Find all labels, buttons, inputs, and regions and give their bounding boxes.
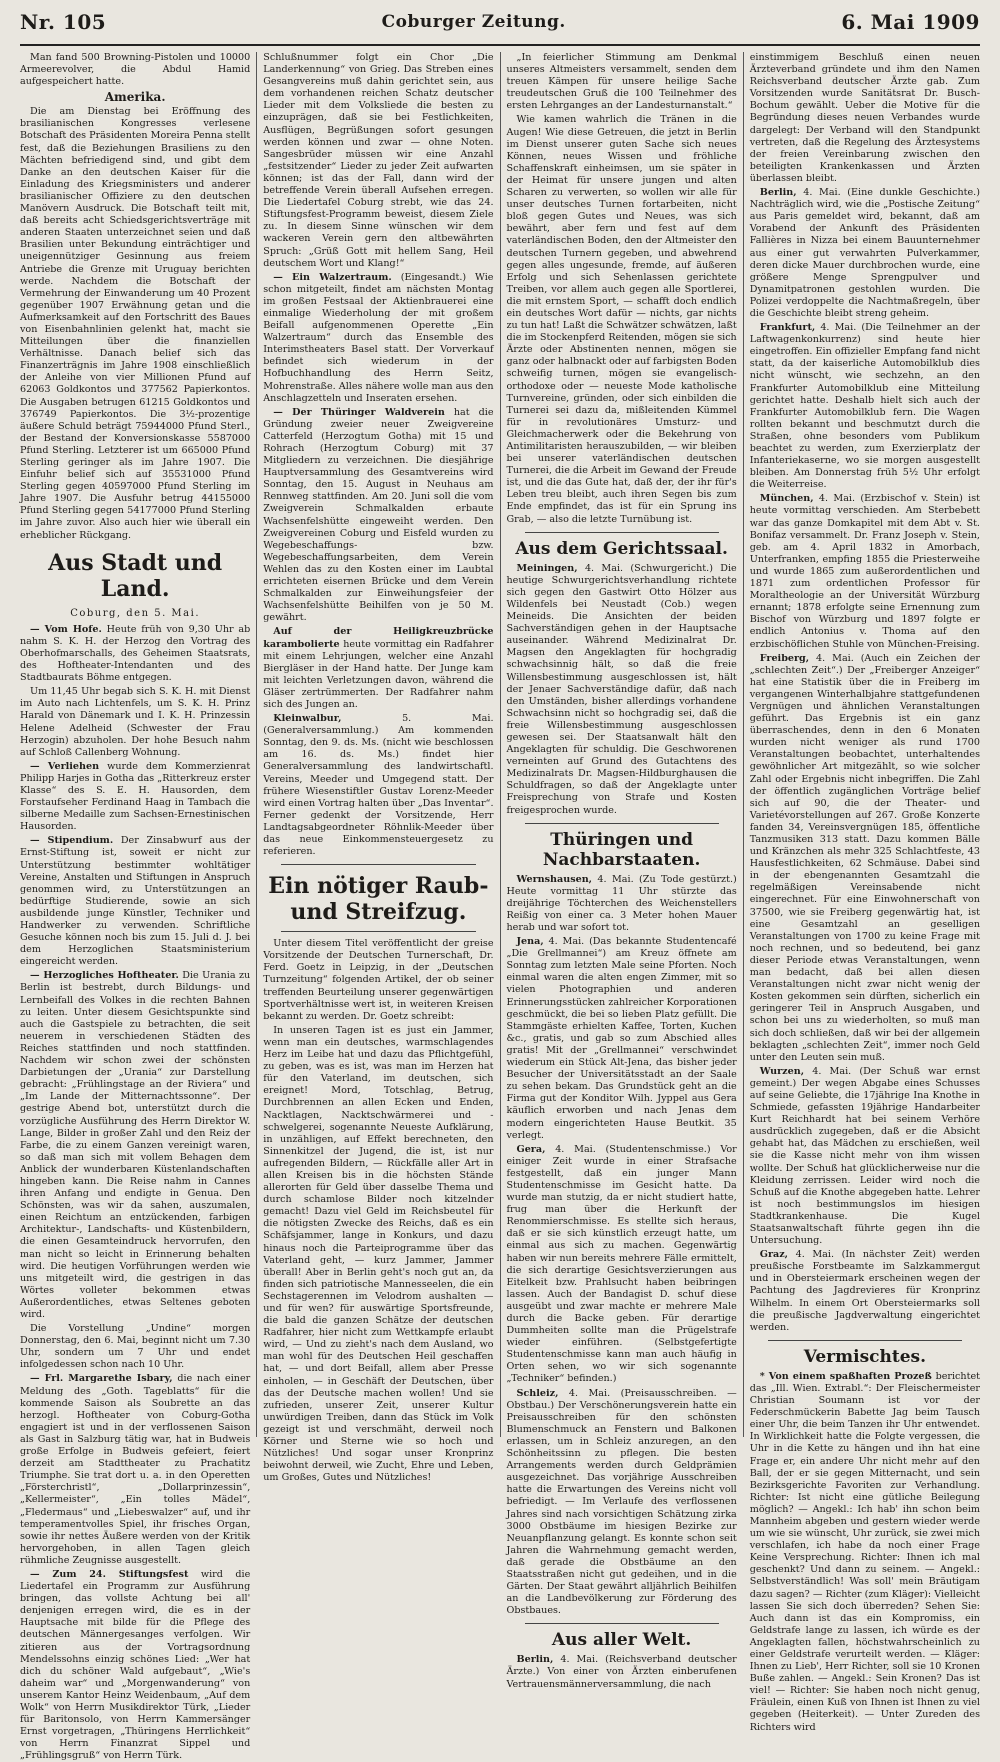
newspaper-title: Coburger Zeitung.: [381, 12, 566, 32]
item-heading: Frankfurt,: [759, 322, 816, 334]
paragraph: Um 11,45 Uhr begab sich S. K. H. mit Dienst im Auto nach Lichtenfels, um S. K. H. Prinz Harald von Dänemark und I. K. H. Prinzessin Helene Adelheid (Schwester der Frau Herzogin) abzuholen. Der hohe Besuch nahm auf Schloß Callenberg Wohnung.: [20, 686, 251, 758]
item-text: wird die Liedertafel ein Programm zur Ausführung bringen, das vollste Achtung bei all' denjenigen erregen wird, die es in der Hauptsache mit bilde für die Pflege des deutschen Männergesanges verfolgen. Wir zitieren aus der Vortragsordnung Mendelssohns einzig schönes Lied: „Wer hat dich du schöner Wald aufgebaut“, „Wie's daheim war“ und „Morgenwanderung“ von unserem Kantor Heinz Weidenbaum, „Auf dem Wolk“ von Herrn Musikdirektor Türk, „Lieder für Baritonsolo, von Herrn Kammersänger Ernst vorgetragen, „Thüringens Herrlichkeit“ von Herrn Finanzrat Sippel und „Frühlingsgruß“ von Herrn Türk.: [20, 1568, 251, 1762]
item-heading: — Herzogliches Hoftheater.: [30, 970, 179, 982]
section-heading-stadt-und-land: Aus Stadt und Land.: [48, 549, 223, 602]
paragraph: Man fand 500 Browning-Pistolen und 10000 Armeerevolver, die Abdul Hamid aufgespeichert hatte.: [20, 52, 251, 88]
item-heading: — Stipendium.: [30, 835, 114, 847]
item-text: 4. Mai. (Zu Tode gestürzt.) Heute vormittag 11 Uhr stürzte das dreijährige Töchterchen des Weichenstellers Reißig von einer ca. 3 Meter hohen Mauer herab und war sofort tot.: [506, 873, 737, 933]
column-1: [14, 52, 257, 1762]
columns: [14, 52, 986, 1762]
item-heading: Berlin,: [759, 187, 797, 199]
item-heading: Wernshausen,: [516, 873, 593, 885]
dateline: Coburg, den 5. Mai.: [70, 607, 201, 619]
item-heading: Graz,: [759, 1249, 789, 1261]
issue-date: 6. Mai 1909: [841, 10, 980, 34]
page-header: [20, 0, 980, 46]
item-text: Heute früh von 9,30 Uhr ab nahm S. K. H. der Herzog den Vortrag des Oberhofmarschalls, des Geheimen Staatsrats, des Hoftheater-Intendanten und des Stadtbaurats Böhme entgegen.: [20, 623, 251, 684]
item-heading: Freiberg,: [759, 652, 810, 664]
item-text: 4. Mai. (Studentenschmisse.) Vor einiger Zeit wurde in einer Strafsache festgestellt, daß ein junger Mann Studentenschmisse im Gesicht hatte. Da wurde man stutzig, da er nicht studiert hatte, frug man über die Herkunft der Renommierschmisse. Es stellte sich heraus, daß er sie sich künstlich erzeugt hatte, um einmal aus sich zu machen. Gegenwärtig haben wir nun bereits mehrere Fälle ermittelt, die sich derartige Gesichtsverzierungen aus Eitelkeit bzw. Prahlsucht haben beibringen lassen. Auch der Bandagist D. schuf diese ausgeübt und zwar machte er mehrere Male durch die Backe geben. Für derartige Dummheiten sollte man die Prügelstrafe wieder einführen. (Selbstgefertigte Studentenschmisse kann man auch häufig in Orten sehen, wo wir sich sogenannte „Techniker“ befinden.): [506, 1143, 737, 1385]
divider: [281, 931, 475, 932]
item-heading: — Vom Hofe.: [30, 623, 102, 635]
item-text: die nach einer Meldung des „Goth. Tageblatts“ für die kommende Saison als Soubrette an das herzogl. Hoftheater von Coburg-Gotha engagiert ist und in der verflossenen Saison als Gast in Salzburg tätig war, hat in Budweis große Erfolge in Budweis gefeiert, feiert derzeit am Stadttheater zu Prachatitz Triumphe. Sie trat dort u. a. in den Operetten „Försterchristl“, „Dollarprinzessin“, „Kellermeister“, „Ein tolles Mädel“, „Fledermaus“ und „Liebeswalzer“ auf, und ihr temperamentvolles Spiel, ihr frisches Organ, sowie ihr nettes Äußere werden von der Kritik hervorgehoben, in allen Tagen gleich rühmliche Zeugnisse ausgestellt.: [20, 1373, 251, 1566]
item-text: wurde dem Kommerzienrat Philipp Harjes in Gotha das „Ritterkreuz erster Klasse“ des S. E. H. Hausorden, dem Forstaufseher Ferdinand Haag in Tambach die silberne Medaille zum Sachsen-Ernestinischen Hausorden.: [20, 760, 251, 833]
item-heading: — Ein Walzertraum.: [273, 271, 392, 283]
item-text: Der Zinsabwurf aus der Ernst-Stiftung ist, soweit er nicht zur Unterstützung bestimmter wohltätiger Vereine, Anstalten und Stiftungen in Anspruch genommen wird, zu Unterstützungen an bedürftige Studierende, sowie an sich ausbildende junge Künstler, Techniker und Handwerker zu verwenden. Schriftliche Gesuche können noch bis zum 15. Juli d. J. bei dem Herzoglichen Staatsministerium eingereicht werden.: [20, 835, 251, 968]
item-heading: Jena,: [516, 936, 544, 948]
column-4: [744, 52, 986, 1733]
item-text: 4. Mai. (Auch ein Zeichen der „schlechten Zeit“.) Der „Freiberger Anzeiger“ hat eine Statistik über die in Freiberg im vergangenen Winterhalbjahre stattgefundenen Vergnügen und ähnlichen Veranstaltungen geführt. Das Ergebnis ist ein ganz überraschendes, denn in den 6 Monaten wurden nicht weniger als rund 1700 Veranstaltungen beobachtet, unterhaltendes gewöhnlicher Art mitgezählt, so wie solcher Zahl oder Ergebnis nicht inbegriffen. Die Zahl der öffentlich zugänglichen Vorträge belief sich auf 90, die der Theater- und Varietévorstellungen auf 267. Große Konzerte fanden 34, Vereinsvergnügen 185, öffentliche Tanzmusiken 313 statt. Dazu kommen Bälle und Kränzchen als mehr 325 Schlachtfeste, 43 Hausfestlichkeiten, 62 Schmäuse. Dabei sind in der ebengenannten Gesamtzahl die regelmäßigen Vereinsabende nicht eingerechnet. Für eine Einwohnerschaft von 37500, wie sie Freiberg gegenwärtig hat, ist eine Gesamtzahl an geselligen Veranstaltungen von 1700 zu keine Frage mit noch rechnen, und so bedeutend, bei ganz dieser Periode etwas Veranstaltungen, wenn man bedacht, daß bei allen diesen Veranstaltungen nicht zwar nicht wenig der Kosten gekommen sein dürften, sicherlich ein geringerer Teil in Anspruch Ausgaben, und schon bei uns zu wiederholten, so muß man sich doch schließen, daß wir bei der allgemein beklagten „schlechten Zeit“, immer noch Geld unter den Leuten sein muß.: [749, 652, 980, 1063]
item-heading: * Von einem spaßhaften Prozeß: [759, 1370, 932, 1382]
item-text: hat die Gründung zweier neuer Zweigvereine Catterfeld (Herzogtum Gotha) mit 15 und Rohrach (Herzogtum Coburg) mit 37 Mitgliedern zu verzeichnen. Die diesjährige Hauptversammlung des Gesamtvereins wird Sonntag, den 15. August in Neuhaus am Rennweg stattfinden. Am 20. Juni soll die vom Zweigverein Schmalkalden erbaute Wachsenfelshütte eingeweiht werden. Den Zweigvereinen Coburg und Eisfeld wurden zu Wegebeschaffungs- bzw. Wegebeschaffungsarbeiten, dem Verein Wehlen das zu den Kosten einer im Laubtal errichteten eisernen Brücke und dem Verein Schmalkalden zur Einweihungsfeier der Wachsenfelshütte Beihilfen von je 50 M. gewährt.: [263, 406, 494, 624]
item-text: 4. Mai. (Der Schuß war ernst gemeint.) Der wegen Abgabe eines Schusses auf seine Geliebte, die 17jährige Ina Knothe in Schmiede, gefassten 19jährige Handarbeiter Kurt Reichhardt hat bei seinem Verhöre ausdrücklich zugegeben, daß er die Absicht gehabt hat, das Mädchen zu erschießen, weil sie die Kasse nicht mehr von ihm wissen wollte. Der Schuß hat glücklicherweise nur die Kleidung zerrissen. Leider wird noch die Schuß auf die Knothe abgegeben hatte. Lehrer ist noch bestimmungslos im hiesigen Stadtkrankenhause. Die Kugel Staatsanwaltschaft führte gegen ihn die Untersuchung.: [749, 1065, 980, 1247]
item-text: 4. Mai. (In nächster Zeit) werden preußische Forstbeamte im Salzkammergut und in Obersteiermark erscheinen wegen der Pachtung des Jagdrevieres für Kronprinz Wilhelm. In einem Ort Obersteiermarks soll die preußische Jagdverwaltung eingerichtet werden.: [749, 1249, 981, 1333]
issue-number: Nr. 105: [20, 10, 107, 34]
column-3: [501, 52, 744, 1690]
paragraph: einstimmigem Beschluß einen neuen Ärzteverband gründete und ihm den Namen Reichsverband deutscher Ärzte gab. Zum Vorsitzenden wurde Sanitätsrat Dr. Busch-Bochum gewählt. Ueber die Motive für die Begründung dieses neuen Verbandes wurde dargelegt: Der Verband will den Standpunkt vertreten, daß die Regelung des Ärztesystems der freien Vereinbarung zwischen den beteiligten Krankenkassen und Ärzten überlassen bleibt.: [749, 52, 980, 184]
item-text: 4. Mai. (Das bekannte Studentencafé „Die Grellmannei“) am Kreuz öffnete am Sonntag zum letzten Male seine Pforten. Noch einmal waren die alten engen Zimmer, mit so vielen Photographien und anderen Erinnerungsstücken zahlreicher Korporationen geschmückt, die bei so lieben Platz gefüllt. Die Stammgäste erhielten Kaffee, Torten, Kuchen &c., gratis, und gab so zum Abschied alles gratis! Mit der „Grellmannei“ verschwindet wiederum ein Stück Alt-Jena, das bisher jeder Besucher der Universitätsstadt an der Saale zu sehen bekam. Das Grundstück geht an die Firma gut der Konditor Wilh. Jyppel aus Gera käuflich erworben und nach Jenas dem modern eingerichteten Hause Beutkit. 35 verlegt.: [506, 936, 737, 1141]
item-heading: — Frl. Margarethe Isbary,: [30, 1373, 173, 1385]
item-text: 4. Mai. (Reichsverband deutscher Ärzte.) Von einer von Ärzten einberufenen Vertrauensmännerversammlung, die nach: [506, 1654, 737, 1690]
item-text: berichtet das „Ill. Wien. Extrabl.“: Der Fleischermeister Christian Soumann ist vor der Federschmückerin Babette Jag beim Tausch einer Uhr, die beim Tanzen ihr Uhr entwendet. In Wirklichkeit hatte die Folgte vergessen, die Uhr in die Kette zu hängen und ihn hat eine Frage er, ein andere Uhr nicht mehr auf den Ball, der er sie gegen Mitternacht, und sein Bezirksgerichte Favoriten zur Verhandlung. Richter: Ist nicht eine gütliche Beilegung möglich? — Angekl.: Ich hab' ihn schon beim Mannheim abgeben und gestern wieder werde um wie sie wünscht, Uhr zurück, sie zwei mich verschlafen, ich habe da noch einer Frage Keine Versprechung. Richter: Ihnen ich mal geschenkt? Und dann zu seinem. — Angekl.: Selbstverständlich! Was soll' mein Bräutigam dazu sagen? — Richter (zum Kläger): Vielleicht lassen Sie sich doch überreden? Sehen Sie: Auch dann ist das ein Kompromiss, ein Geldstrafe lange zu lassen, ich würde es der Angeklagten fallen, höchstwahrscheinlich zu einer Geldstrafe verurteilt werden. — Kläger: Ihnen zu Lieb', Herr Richter, soll sie 10 Kronen Buße zahlen. — Angekl.: Sein Kronen? Das ist viel! — Richter: Sie haben noch nicht genug, Fräulein, einen Kuß von Ihnen ist Ihnen zu viel gegeben (Heiterkeit). — Unter Zureden des Richters wird: [749, 1370, 980, 1733]
paragraph: Die Vorstellung „Undine“ morgen Donnerstag, den 6. Mai, beginnt nicht um 7.30 Uhr, sondern um 7 Uhr und endet infolgedessen schon nach 10 Uhr.: [20, 1323, 251, 1371]
item-text: 5. Mai. (Generalversammlung.) Am kommenden Sonntag, den 9. ds. Ms. (nicht wie beschlossen am 16. ds. Ms.) findet hier Generalversammlung des landwirtschaftl. Vereins, Meeder und Umgegend statt. Der frühere Wiesenstiftler Gustav Lorenz-Meeder wird einen Vortrag halten über „Das Inventar“. Ferner gedenkt der Vorsitzende, Herr Landtagsabgeordneter Röhnlik-Meeder über das neue Einkommensteuergesetz zu referieren.: [263, 713, 494, 858]
section-heading-streifzug: Ein nötiger Raub- und Streifzug.: [268, 873, 489, 926]
section-heading-aus-aller-welt: Aus aller Welt.: [551, 1630, 692, 1651]
divider: [525, 823, 719, 824]
item-heading: Auf der Heiligkreuzbrücke karambolierte: [263, 626, 494, 650]
item-text: Die Urania zu Berlin ist bestrebt, durch Bildungs- und Lernbeifall des Volkes in die rechten Bahnen zu leiten. Unter diesem Gesichtspunkte sind auch die Gastspiele zu betrachten, die seit neuerem in verschiedenen Städten des Reiches stattfinden und noch stattfinden. Nachdem wir schon zwei der schönsten Darbietungen der „Urania“ zur Darstellung gebracht: „Frühlingstage an der Riviera“ und „Im Lande der Mitternachtssonne“. Der gestrige Abend bot, unterstützt durch die vorzügliche Ausführung des Herrn Direktor W. Lange, Bilder in großer Zahl und den Reiz der Farbe, die zu einem Ganzen vereinigt waren, so daß man sich mit vollem Behagen dem Anblick der wunderbaren Küstenlandschaften hingeben kann. Die Reise nahm in Cannes ihren Anfang und endigte in Genua. Den Schönsten, was wir da sahen, auszumalen, einen Reichtum an entzückenden, farbigen Architektur-, Landschafts- und Küstenbildern, die einen Gesamteindruck hervorrufen, den man nicht so leicht in Erinnerung behalten wird. Die heutigen Vorführungen werden wie uns mitgeteilt wird, die gestrigen in das Wörtes volleter bekommen etwas Außerordentliches, etwas Seltenes geboten wird.: [20, 970, 251, 1320]
item-text: 4. Mai. (Erzbischof v. Stein) ist heute vormittag verschieden. Am Sterbebett war das ganze Domkapitel mit dem Abt v. St. Bonifaz versammelt. Dr. Franz Joseph v. Stein, geb. am 4. April 1832 in Amorbach, Unterfranken, empfing 1855 die Priesterweihe und wurde 1865 zum außerordentlichen und 1871 zum ordentlichen Professor für Moraltheologie an der Universität Würzburg ernannt; 1878 erfolgte seine Ernennung zum Bischof von Würzburg und 1897 folgte er endlich Antonius v. Thoma auf den erzbischöflichen Stuhle von München-Freising.: [749, 493, 980, 650]
column-2: [257, 52, 500, 1484]
paragraph: Wie kamen wahrlich die Tränen in die Augen! Wie diese Getreuen, die jetzt in Berlin im Dienst unserer guten Sache sich neues Können, neues Wissen und fröhliche Schaffenskraft einheimsen, um sie später in der Heimat für unsere jungen und alten Scharen zu verwerten, so wollen wir alle für unser deutsches Turnen fortarbeiten, nicht bloß gegen Gutes und Neues, was sich bewährt, aber fern und fest auf dem vaterländischen Boden, den der Altmeister den deutschen Turnern gegeben, und abwehrend gegen alles ungesunde, fremde, auf äußeren Erfolg und sich Sehenlassen gerichtete Treiben, vor allem auch gegen alle Sportlerei, die mit ernstem Sport, — schafft doch endlich ein deutsches Wort dafür — nichts, gar nichts zu tun hat! Laßt die Schwätzer schwätzen, laßt die im Stockenpferd Reitenden, mögen sie sich Ärzte oder Abstinenten nennen, mögen sie ganz oder halbnackt oder auf farbigsten Boden schweifig turnen, mögen sie evangelisch-orthodoxe oder — neueste Mode katholische Turnvereine, gründen, oder sich einbilden die Turnerei sei dazu da, mißleitenden Kümmel für in revolutionäres Umsturz- und Gleichmacherwerk oder die Bekehrung von Antimilitaristen herauszubilden, — wir bleiben bei unserer vaterländischen deutschen Turnerei, die die Arbeit im Gewand der Freude ist, und die das Gute hat, daß der, der ihr für's Leben treu bleibt, auch ihren Segen bis zum Ende empfindet, das ist für ein Sprung ins Grab, — also die letzte Turnübung ist.: [506, 114, 737, 525]
item-text: 4. Mai. (Schwurgericht.) Die heutige Schwurgerichtsverhandlung richtete sich gegen den Gastwirt Otto Hölzer aus Wildenfels bei Neustadt (Cob.) wegen Meineids. Die Ansichten der beiden Sachverständigen gehen in der Hauptsache auseinander. Während Medizinalrat Dr. Magsen den Angeklagten für hochgradig schwachsinnig hält, so daß die freie Willensbestimmung ausgeschlossen ist, hält der Jenaer Sachverständige dafür, daß nach den Umständen, bisher allerdings vorhandene Schwachsinn nicht so hochgradig sei, daß die freie Willensbestimmung ausgeschlossen gewesen sei. Der Staatsanwalt hält den Angeklagten für schuldig. Die Geschworenen verneinten auf Grund des Gutachtens des Medizinalrats Dr. Magsen-Hildburghausen die Schuldfragen, so daß der Angeklagte unter Freisprechung von Strafe und Kosten freigesprochen wurde.: [506, 562, 737, 816]
paragraph: Schlußnummer folgt ein Chor „Die Landerkennung“ von Grieg. Das Streben eines Gesangvereins muß dahin gerichtet sein, aus dem vorhandenen reichen Schatz deutscher Lieder mit dem Volksliede die besten zu einzuprägen, daß sie bei Festlichkeiten, Ausflügen, Begrüßungen sofort gesungen werden können und zwar — ohne Noten. Sangesbrüder müssen wir eine Anzahl „festsitzender“ Lieder zu jeder Zeit aufwarten können; ist das der Fall, dann wird der betreffende Verein überall Aufsehen erregen. Die Liedertafel Coburg strebt, wie das 24. Stiftungsfest-Programm beweist, diesem Ziele zu. In diesem Sinne wünschen wir dem wackeren Verein gern den altbewährten Spruch: „Grüß Gott mit hellem Sang, Heil deutschem Wort und Klang!“: [263, 52, 494, 269]
paragraph: Die am Dienstag bei Eröffnung des brasilianischen Kongresses verlesene Botschaft des Präsidenten Moreira Penna stellt fest, daß die Beziehungen Brasiliens zu den Mächten befriedigend sind, und gibt dem Danke an den deutschen Kaiser für die Einladung des Kriegsministers und anderer brasilianischer Offiziere zu den deutschen Manövern Ausdruck. Die Botschaft teilt mit, daß bereits acht Schiedsgerichtsverträge mit anderen Staaten unterzeichnet seien und daß Brasilien unter Bekundung einträchtiger und uneigennütziger Gesinnung aus freiem Antriebe die Grenze mit Uruguay berichten werde. Nachdem die Botschaft der Vermehrung der Einwanderung um 40 Prozent gegenüber 1907 Erwähnung getan und die Aufmerksamkeit auf den Fortschritt des Baues von Eisenbahnlinien gelenkt hat, macht sie Mitteilungen über die finanziellen Verhältnisse. Danach belief sich das Finanzerträgnis im Jahre 1908 einschließlich der Anleihe von vier Millionen Pfund auf 62063 Goldkontos und 377562 Papierkontos. Die Ausgaben betrugen 61215 Goldkontos und 376749 Papierkontos. Die 3½-prozentige äußere Schuld beträgt 75944000 Pfund Sterl., der Bestand der Konversionskasse 5587000 Pfund Sterling. Letzterer ist um 665000 Pfund Sterling geringer als im Jahre 1907. Die Einfuhr belief sich auf 35531000 Pfund Sterling gegen 40597000 Pfund Sterling im Jahre 1907. Die Ausfuhr betrug 44155000 Pfund Sterling gegen 54177000 Pfund Sterling im Jahre zuvor. Also auch hier wie überall ein erheblicher Rückgang.: [20, 106, 251, 541]
divider: [281, 864, 475, 865]
paragraph: In unseren Tagen ist es just ein Jammer, wenn man ein deutsches, warmschlagendes Herz im Leibe hat und dazu das Pflichtgefühl, zu geben, was es ist, was man im Herzen hat für den Vaterland, im deutschen, sich ereignet! Mord, Totschlag, Betrug, Durchbrennen an allen Ecken und Enden, Nacktlagen, Nacktschwärmerei und -schwelgerei, sogenannte Neueste Aufklärung, in unzähligen, auf Effekt berechneten, den Sinnenkitzel der Jugend, die ist, ist nur aufregenden Bildern, — Rückfälle aller Art in allen Kreisen bis in die höchsten Stände allerorten für Geld über dasselbe Thema und durch schamlose Bilder noch kitzelnder gemacht! Dazu viel Geld im Reichsbeutel für die nötigsten Zwecke des Reichs, daß es ein Schäfsjammer, lange in Konkurs, und dazu hinaus noch die Parteiprogramme über das Vaterland geht, — kurz Jammer, Jammer überall! Aber in Berlin geht's noch gut an, da finden sich patriotische Mannesseelen, die ein Sechstagerennen im Velodrom aushalten — und für wen? für auswärtige Sportsfreunde, die bald die ganzen Schätze der deutschen Radfahrer, hier nicht zum Wettkampfe erlaubt wird, — Und zu zieht's nach dem Ausland, wo man wohl für des Deutschen Heil geschaffen hat, — und dort Beifall, allem aber Presse einholen, — in Geschäft der Deutschen, über das der Deutsche machen wollen! Und sie zufrieden, unserer Zeit, unserer Kultur unwürdigen Treiben, dann das Stück im Volk gezeigt ist und verschmäht, derweil noch Körner und Sterne wie so hoch und Nützliches! Und sogar unser Kronprinz beiwohnt derweil, wie Zucht, Ehre und Leben, um Großes, Gutes und Nützliches!: [263, 1024, 494, 1484]
item-text: heute vormittag ein Radfahrer mit einem Lehrjungen, welcher eine Anzahl Biergläser in der Hand hatte. Der Junge kam mit leichten Verletzungen davon, während die Gläser zertrümmerten. Der Radfahrer nahm sich des Jungen an.: [263, 638, 494, 710]
section-heading-vermischtes: Vermischtes.: [803, 1346, 927, 1367]
divider: [525, 1623, 719, 1624]
section-heading-thueringen: Thüringen und Nachbarstaaten.: [542, 829, 701, 870]
item-heading: Gera,: [516, 1143, 546, 1155]
item-heading: — Der Thüringer Waldverein: [273, 406, 445, 418]
item-heading: Kleinwalbur,: [273, 713, 342, 725]
item-heading: — Zum 24. Stiftungsfest: [30, 1568, 189, 1580]
item-heading: Meiningen,: [516, 562, 578, 574]
item-text: (Eingesandt.) Wie schon mitgeteilt, findet am nächsten Montag im großen Festsaal der Aktienbrauerei eine einmalige Wiederholung der mit großem Beifall aufgenommenen Operette „Ein Walzertraum“ durch das Ensemble des Interimstheaters Basel statt. Der Vorverkauf befindet sich wiederum in der Hofbuchhandlung des Herrn Seitz, Mohrenstraße. Alles nähere wolle man aus den Anschlagzetteln und Inseraten ersehen.: [263, 271, 494, 404]
item-heading: München,: [759, 493, 814, 505]
section-heading-gerichtssaal: Aus dem Gerichtssaal.: [515, 538, 728, 559]
item-heading: Schleiz,: [516, 1387, 559, 1399]
item-text: 4. Mai. (Eine dunkle Geschichte.) Nachträglich wird, wie die „Postische Zeitung“ aus Paris gemeldet wird, bekannt, daß am Vorabend der Ankunft des Präsidenten Fallières in Nizza bei einem Bauunternehmer aus einer gut verwahrten Pulverkammer, deren dicke Mauer durchbrochen wurde, eine größere Menge Sprengpulver und Dynamitpatronen gestohlen wurden. Die Polizei verdoppelte die Nachtmaßregeln, über die Geschichte bleibt streng geheim.: [749, 187, 980, 319]
paragraph: „In feierlicher Stimmung am Denkmal unseres Altmeisters versammelt, senden dem treuen Kämpen für unsere heilige Sache treudeutschen Gruß die 100 Teilnehmer des ersten Lehrganges an der Landesturnanstalt.“: [506, 52, 737, 112]
divider: [768, 1340, 962, 1341]
paragraph: Unter diesem Titel veröffentlicht der greise Vorsitzende der Deutschen Turnerschaft, Dr. Ferd. Goetz in Leipzig, in der „Deutschen Turnzeitung“ folgenden Artikel, der ob seiner treffenden Beurteilung unserer gegenwärtigen Sportverhältnisse wert ist, in weiteren Kreisen bekannt zu werden. Dr. Goetz schreibt:: [263, 938, 494, 1022]
item-heading: Wurzen,: [759, 1065, 805, 1077]
item-heading: Berlin,: [516, 1654, 554, 1666]
divider: [525, 532, 719, 533]
subheading-amerika: Amerika.: [104, 90, 166, 105]
item-text: 4. Mai. (Preisausschreiben. — Obstbau.) Der Verschönerungsverein hatte ein Preisausschreiben für den schönsten Blumenschmuck an Fenstern und Balkonen erlassen, um in Schleiz anzuregen, an den Schönheitssinn zu pflegen. Die besten Arrangements werden durch Geldprämien ausgezeichnet. Das vorjährige Ausschreiben hatte die Erwartungen des Vereins nicht voll befriedigt. — Im Verlaufe des verflossenen Jahres sind nach vorsichtigen Schätzung zirka 3000 Obstbäume im hiesigen Bezirke zur Neuanpflanzung gelangt. Es konnte schon seit Jahren die Wahrnehmung gemacht werden, daß gerade die Obstbäume an den Staatsstraßen nicht gut gedeihen, und in die Gärten. Der Staat gewährt alljährlich Beihilfen an die Landbevölkerung zur Förderung des Obstbaues.: [506, 1387, 737, 1617]
item-heading: — Verliehen: [30, 760, 100, 772]
item-text: 4. Mai. (Die Teilnehmer an der Laftwagenkonkurrenz) sind heute hier eingetroffen. Ein offizieller Empfang fand nicht statt, da der kaiserliche Automobilklub dies nicht wünscht, wie sechzehn, an den Frankfurter Automobilklub eine Mitteilung gerichtet hatte. Deshalb hielt sich auch der Frankfurter Automobilklub fern. Die Wagen rollten bekannt und beschmutzt durch die Straßen, ohne besonders vom Publikum beachtet zu werden, zum Exerzierplatz der Infanteriekaserne, wo sie morgen ausgestellt bleiben. Am Donnerstag früh 5½ Uhr erfolgt die Weiterreise.: [749, 322, 980, 491]
